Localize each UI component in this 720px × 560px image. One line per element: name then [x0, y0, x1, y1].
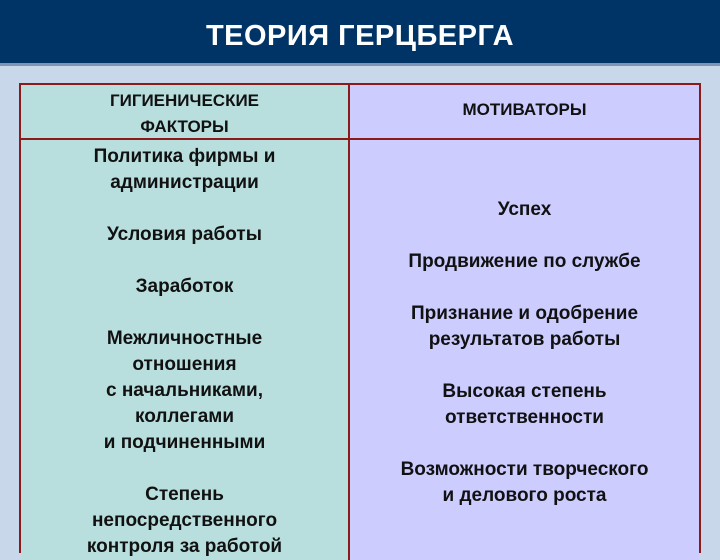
list-item: Возможности творческого: [400, 459, 649, 480]
list-item: Степень: [145, 484, 224, 505]
list-item: [21, 196, 348, 222]
comparison-table: [19, 83, 701, 557]
list-item: отношения: [132, 354, 237, 375]
list-item: [21, 300, 348, 326]
header-hygiene-factors: [21, 85, 350, 140]
title-bar: [0, 0, 720, 66]
list-item: Высокая степень: [442, 381, 607, 402]
list-item: Политика фирмы и: [93, 146, 276, 167]
list-item: непосредственного: [91, 510, 278, 531]
list-item: коллегами: [134, 406, 235, 427]
motivators-list: [350, 140, 699, 560]
header-line: ГИГИЕНИЧЕСКИЕ: [109, 91, 260, 110]
list-item: [350, 353, 699, 379]
list-item: Признание и одобрение: [410, 303, 639, 324]
list-item: и подчиненными: [103, 432, 266, 453]
list-item: Заработок: [135, 276, 234, 297]
list-item: [21, 456, 348, 482]
list-item: [21, 248, 348, 274]
list-item: ответственности: [445, 407, 604, 428]
list-item: и делового роста: [442, 485, 607, 506]
list-item: [350, 275, 699, 301]
list-item: Межличностные: [106, 328, 263, 349]
header-motivators: МОТИВАТОРЫ: [350, 85, 699, 140]
list-item: с начальниками,: [105, 380, 263, 401]
list-item: администрации: [110, 172, 259, 193]
page-title: ТЕОРИЯ ГЕРЦБЕРГА: [205, 20, 515, 52]
list-item: Условия работы: [107, 224, 262, 245]
header-line: ФАКТОРЫ: [140, 117, 229, 136]
list-item: результатов работы: [428, 329, 621, 350]
list-item: Успех: [497, 199, 552, 220]
list-item: [350, 431, 699, 457]
list-item: Продвижение по службе: [408, 251, 641, 272]
list-item: контроля за работой: [86, 536, 283, 557]
hygiene-factors-list: [21, 140, 350, 560]
list-item: [350, 223, 699, 249]
